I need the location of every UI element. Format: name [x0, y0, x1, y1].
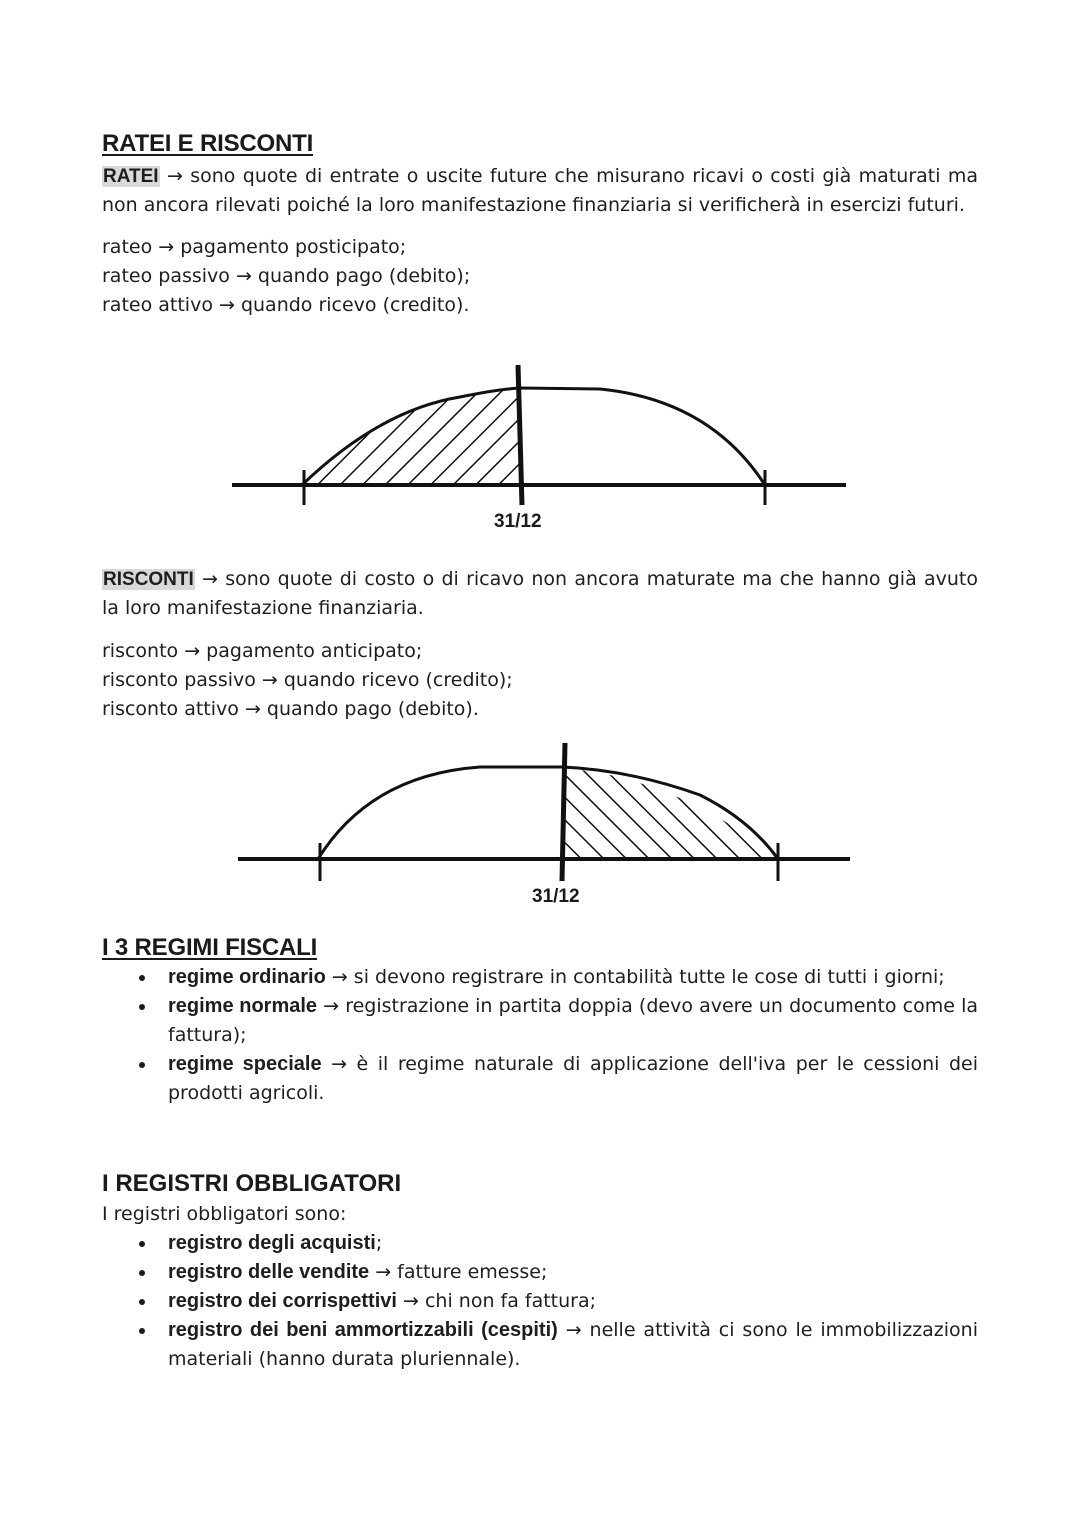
regime-term: regime ordinario: [168, 966, 326, 988]
section-title-registri: I REGISTRI OBBLIGATORI: [102, 1170, 402, 1197]
ratei-line: rateo passivo → quando pago (debito);: [102, 265, 471, 287]
list-item: [102, 963, 978, 992]
risconti-hatched-area: [563, 767, 778, 859]
risconti-list: [102, 637, 978, 724]
risconti-cutoff-line: [562, 743, 565, 881]
risconti-diagram: [230, 735, 870, 915]
regime-term: regime normale: [168, 995, 318, 1017]
regime-term: regime speciale: [168, 1053, 322, 1075]
section-title-regimi-fiscali: I 3 REGIMI FISCALI: [102, 934, 318, 961]
ratei-hatched-area: [302, 387, 520, 485]
ratei-list: [102, 233, 978, 320]
risconti-definition-text: → sono quote di costo o di ricavo non ancora maturate ma che hanno già avuto la loro manifestazione finanziaria.: [102, 568, 978, 619]
section-ratei-e-risconti: [102, 130, 978, 320]
risconti-line: risconto → pagamento anticipato;: [102, 640, 423, 662]
regime-text: → si devono registrare in contabilità tutte le cose di tutti i giorni;: [325, 966, 945, 988]
regimi-list: [102, 963, 978, 1108]
ratei-term: RATEI: [103, 166, 159, 187]
registro-term: registro degli acquisti: [168, 1232, 376, 1254]
list-item: [102, 992, 978, 1050]
list-item: [102, 1287, 978, 1316]
list-item: [102, 1050, 978, 1108]
section-registri-obbligatori: [102, 1170, 978, 1374]
risconti-line: risconto attivo → quando pago (debito).: [102, 698, 479, 720]
list-item: [102, 1229, 978, 1258]
ratei-definition: [102, 162, 978, 220]
ratei-definition-text: → sono quote di entrate o uscite future che misurano ricavi o costi già maturati ma non ancora rilevati poiché la loro manifestazione finanziaria si verificherà in esercizi futuri.: [102, 165, 978, 216]
ratei-line: rateo attivo → quando ricevo (credito).: [102, 294, 470, 316]
registro-term: registro dei beni ammortizzabili (cespiti): [168, 1319, 558, 1341]
risconti-term: RISCONTI: [103, 569, 194, 590]
registro-term: registro dei corrispettivi: [168, 1290, 397, 1312]
regime-text: → è il regime naturale di applicazione dell'iva per le cessioni dei prodotti agricoli.: [168, 1053, 978, 1104]
registro-text: → chi non fa fattura;: [396, 1290, 597, 1312]
ratei-diagram: [220, 355, 860, 545]
section-regimi-fiscali: [102, 934, 978, 1108]
risconti-date-label: 31/12: [532, 886, 580, 907]
registro-term: registro delle vendite: [168, 1261, 370, 1283]
ratei-line: rateo → pagamento posticipato;: [102, 236, 407, 258]
section-title-ratei-e-risconti: RATEI E RISCONTI: [102, 130, 314, 157]
risconti-line: risconto passivo → quando ricevo (credito);: [102, 669, 513, 691]
list-item: [102, 1258, 978, 1287]
regime-text: → registrazione in partita doppia (devo avere un documento come la fattura);: [168, 995, 978, 1046]
section-risconti: [102, 565, 978, 724]
registro-text: ;: [375, 1232, 383, 1254]
registro-text: → fatture emesse;: [369, 1261, 548, 1283]
registri-list: [102, 1229, 978, 1374]
risconti-definition: [102, 565, 978, 623]
list-item: [102, 1316, 978, 1374]
ratei-date-label: 31/12: [494, 511, 542, 532]
registro-text: → nelle attività ci sono le immobilizzazioni materiali (hanno durata pluriennale).: [168, 1319, 979, 1370]
registri-intro: I registri obbligatori sono:: [102, 1203, 347, 1225]
